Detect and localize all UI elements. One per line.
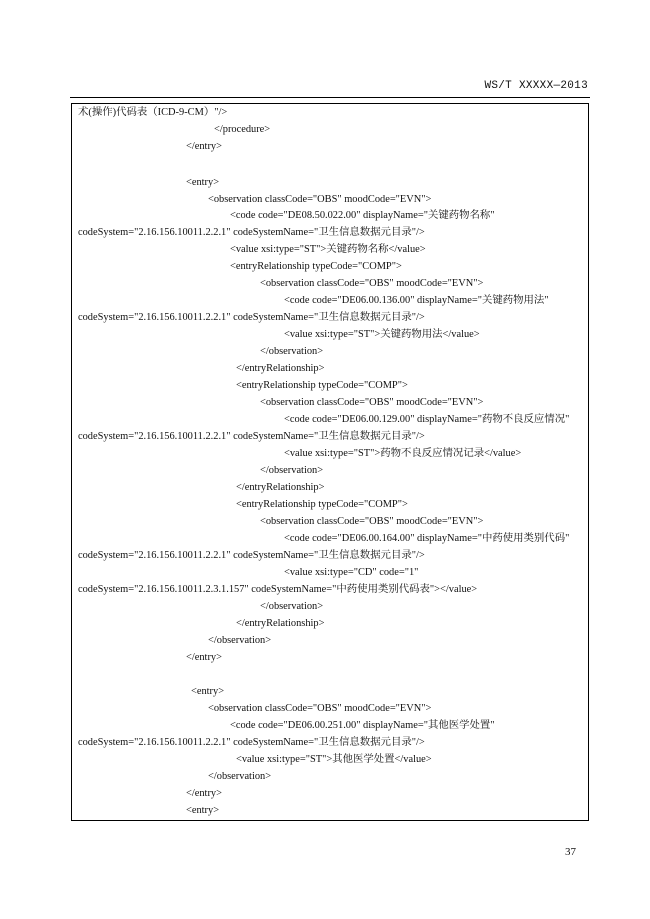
code-line: <code code="DE06.00.136.00" displayName="关键药物用法" (284, 295, 549, 306)
standard-code-header: WS/T XXXXX—2013 (484, 80, 588, 92)
code-line: <value xsi:type="ST">关键药物名称</value> (230, 244, 426, 255)
code-line: <observation classCode="OBS" moodCode="EVN"> (260, 278, 484, 289)
code-line: codeSystem="2.16.156.10011.2.3.1.157" codeSystemName="中药使用类别代码表"></value> (78, 584, 478, 595)
code-line: codeSystem="2.16.156.10011.2.2.1" codeSystemName="卫生信息数据元目录"/> (78, 312, 425, 323)
code-line: <observation classCode="OBS" moodCode="EVN"> (260, 516, 484, 527)
code-line: <observation classCode="OBS" moodCode="EVN"> (260, 397, 484, 408)
code-line: </entry> (186, 652, 222, 663)
code-line: <value xsi:type="ST">关键药物用法</value> (284, 329, 480, 340)
code-line: <entryRelationship typeCode="COMP"> (236, 380, 408, 391)
code-line: </observation> (208, 635, 272, 646)
code-line: </observation> (260, 346, 324, 357)
code-line: </entryRelationship> (236, 363, 325, 374)
code-line: <value xsi:type="CD" code="1" (284, 567, 419, 578)
code-line: 术(操作)代码表（ICD-9-CM）"/> (78, 107, 228, 118)
code-line: <code code="DE08.50.022.00" displayName="关键药物名称" (230, 210, 495, 221)
code-line: <entry> (191, 686, 225, 697)
code-line: </entry> (186, 141, 222, 152)
code-line: <code code="DE06.00.251.00" displayName="其他医学处置" (230, 720, 495, 731)
header-rule (70, 97, 590, 98)
page-number: 37 (565, 846, 576, 858)
code-line: codeSystem="2.16.156.10011.2.2.1" codeSystemName="卫生信息数据元目录"/> (78, 737, 425, 748)
code-line: <observation classCode="OBS" moodCode="EVN"> (208, 703, 432, 714)
code-line: <value xsi:type="ST">其他医学处置</value> (236, 754, 432, 765)
code-line: codeSystem="2.16.156.10011.2.2.1" codeSystemName="卫生信息数据元目录"/> (78, 431, 425, 442)
code-line: </entry> (186, 788, 222, 799)
code-line: <entryRelationship typeCode="COMP"> (230, 261, 402, 272)
code-line: </entryRelationship> (236, 482, 325, 493)
code-line: </procedure> (214, 124, 271, 135)
code-line: codeSystem="2.16.156.10011.2.2.1" codeSystemName="卫生信息数据元目录"/> (78, 227, 425, 238)
code-line: </entryRelationship> (236, 618, 325, 629)
code-line: codeSystem="2.16.156.10011.2.2.1" codeSystemName="卫生信息数据元目录"/> (78, 550, 425, 561)
code-line: <value xsi:type="ST">药物不良反应情况记录</value> (284, 448, 522, 459)
code-line: <code code="DE06.00.164.00" displayName="中药使用类别代码" (284, 533, 570, 544)
code-line: </observation> (260, 601, 324, 612)
code-line: <entry> (186, 177, 220, 188)
code-line: <observation classCode="OBS" moodCode="EVN"> (208, 194, 432, 205)
code-line: <code code="DE06.00.129.00" displayName="药物不良反应情况" (284, 414, 570, 425)
code-line: </observation> (260, 465, 324, 476)
code-line: <entryRelationship typeCode="COMP"> (236, 499, 408, 510)
code-line: <entry> (186, 805, 220, 816)
code-line: </observation> (208, 771, 272, 782)
